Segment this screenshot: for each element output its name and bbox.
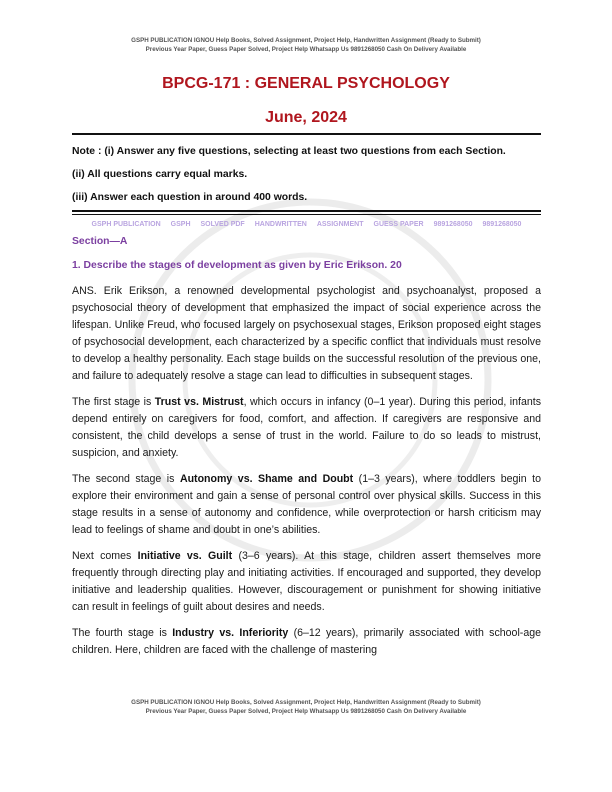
divider: [72, 214, 541, 215]
stage-name: Initiative vs. Guilt: [137, 550, 233, 563]
stage-name: Autonomy vs. Shame and Doubt: [179, 473, 354, 486]
note-1: Note : (i) Answer any five questions, selecting at least two questions from each Section.: [72, 146, 506, 158]
watermark-line: SOLVED PDF: [200, 221, 245, 229]
stage-name: Industry vs. Inferiority: [172, 627, 289, 640]
section-heading: Section—A: [72, 236, 128, 248]
watermark-line: HANDWRITTEN: [254, 221, 307, 229]
watermark-phone: 9891268050: [482, 221, 522, 229]
answer-paragraph: [72, 283, 541, 385]
answer-paragraph: [72, 394, 541, 462]
watermark-text: [72, 220, 541, 229]
answer-paragraph: [72, 625, 541, 659]
paragraph-text: , which occurs in infancy (0–1 year). During this period, infants depend entirely on caregivers for food, comfort, and affection. If caregivers are responsive and consistent, the child develops a sense of trust in the world. Failure to do so leads to mistrust, suspicion, and anxiety.: [72, 396, 541, 460]
watermark-line: ASSIGNMENT: [316, 221, 364, 229]
stage-name: Trust vs. Mistrust: [154, 396, 244, 409]
divider: [72, 210, 541, 211]
page-header: [0, 37, 612, 54]
answer-paragraph: [72, 471, 541, 539]
watermark-line: GUESS PAPER: [373, 221, 424, 229]
question-heading: 1. Describe the stages of development as given by Eric Erikson. 20: [72, 260, 402, 272]
note-2: (ii) All questions carry equal marks.: [72, 169, 248, 181]
header-line-1: GSPH PUBLICATION IGNOU Help Books, Solved Assignment, Project Help, Handwritten Assignment (Ready to Submit): [131, 37, 481, 44]
paragraph-text: The first stage is: [72, 396, 155, 409]
watermark-line: GSPH: [170, 221, 191, 229]
note-3: (iii) Answer each question in around 400 words.: [72, 192, 308, 204]
watermark-line: 9891268050: [433, 221, 473, 229]
footer-line-1: GSPH PUBLICATION IGNOU Help Books, Solved Assignment, Project Help, Handwritten Assignment (Ready to Submit): [131, 699, 481, 707]
paper-date: June, 2024: [265, 109, 347, 127]
header-line-2: Previous Year Paper, Guess Paper Solved, Project Help Whatsapp Us 9891268050 Cash On Delivery Available: [145, 45, 467, 53]
paragraph-text: (1–3 years), where toddlers begin to explore their environment and gain a sense of personal control over physical skills. Success in this stage results in a sense of autonomy and confidence, while overprotection or harsh criticism may lead to feelings of shame and doubt in one’s abilities.: [72, 473, 541, 537]
answer-paragraph: [72, 548, 541, 616]
watermark-arc-text: GSPH PUBLICATION: [91, 221, 161, 229]
paragraph-text: The second stage is: [72, 473, 180, 486]
paragraph-text: The fourth stage is: [72, 627, 173, 640]
paragraph-text: (3–6 years). At this stage, children assert themselves more frequently through directing play and initiating activities. If encouraged and supported, they develop initiative and leadership qualities. However, discouragement or punishment for showing initiative can result in feelings of guilt about desires and needs.: [72, 550, 542, 614]
paragraph-text: Next comes: [72, 550, 138, 563]
paper-title: BPCG-171 : GENERAL PSYCHOLOGY: [162, 75, 450, 93]
paragraph-text: ANS. Erik Erikson, a renowned developmental psychologist and psychoanalyst, proposed a psychosocial theory of development that emphasized the impact of social experience across the lifespan. Unlike Freud, who focused largely on psychosexual stages, Erikson proposed eight stages of psychosocial development, each characterized by a specific conflict that individuals must resolve to develop a healthy personality. Each stage builds on the successful resolution of the previous one, and failure to adequately resolve a stage can lead to difficulties in subsequent stages.: [72, 285, 541, 383]
page-footer: [0, 699, 612, 736]
divider: [72, 133, 541, 135]
footer-line-2: Previous Year Paper, Guess Paper Solved, Project Help Whatsapp Us 9891268050 Cash On Delivery Available: [145, 707, 467, 715]
paragraph-text: (6–12 years), primarily associated with school-age children. Here, children are faced with the challenge of mastering: [72, 627, 542, 657]
